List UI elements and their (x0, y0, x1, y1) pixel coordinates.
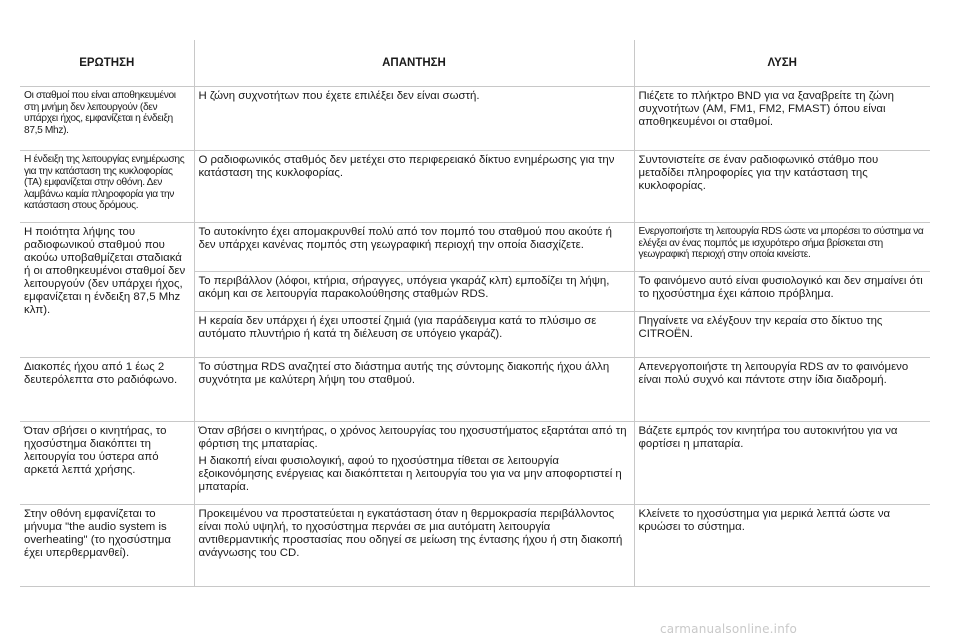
answer-cell (194, 312, 634, 358)
header-answer: ΑΠΑΝΤΗΣΗ (194, 40, 634, 87)
solution-cell (634, 272, 930, 312)
solution-cell (634, 422, 930, 505)
answer-text: Το αυτοκίνητο έχει απομακρυνθεί πολύ από τον πομπό του σταθμού που ακούτε ή δεν υπάρχει κανένας πομπός στη γεωγραφική περιοχή την οποία διασχίζετε. (198, 226, 613, 251)
solution-cell (634, 505, 930, 587)
answer-text: Η κεραία δεν υπάρχει ή έχει υποστεί ζημιά (για παράδειγμα κατά το πλύσιμο σε αυτόματο πλυντήριο ή κατά τη διέλευση σε υπόγειο γκαράζ). (198, 315, 597, 340)
solution-text: Συντονιστείτε σε έναν ραδιοφωνικό στάθμο που μεταδίδει πληροφορίες για την κατάσταση της κυκλοφορίας. (638, 154, 879, 192)
table-row (20, 422, 930, 505)
solution-text: Ενεργοποιήστε τη λειτουργία RDS ώστε να μπορέσει το σύστημα να ελέγξει αν ένας πομπός με ισχυρότερο σήμα βρίσκεται στη γεωγραφική περιοχή στην οποία κινείστε. (638, 226, 924, 261)
question-cell: Στην οθόνη εμφανίζεται το μήνυμα "the audio system is overheating" (το ηχοσύστημα έχει υπερθερμανθεί). (20, 505, 194, 587)
faq-table (20, 40, 930, 587)
header-question: ΕΡΩΤΗΣΗ (20, 40, 194, 87)
answer-text: Ο ραδιοφωνικός σταθμός δεν μετέχει στο περιφερειακό δίκτυο ενημέρωσης για την κατάσταση της κυκλοφορίας. (198, 154, 615, 179)
question-cell: Όταν σβήσει ο κινητήρας, το ηχοσύστημα διακόπτει τη λειτουργία του ύστερα από αρκετά λεπτά χρήσης. (20, 422, 194, 505)
table-row (20, 358, 930, 422)
answer-text: Το περιβάλλον (λόφοι, κτήρια, σήραγγες, υπόγεια γκαράζ κλπ) εμποδίζει τη λήψη, ακόμη και σε λειτουργία παρακολούθησης σταθμών RDS. (198, 275, 610, 300)
solution-cell (634, 151, 930, 223)
table-row (20, 151, 930, 223)
question-cell: Η ένδειξη της λειτουργίας ενημέρωσης για την κατάσταση της κυκλοφορίας (TA) εμφανίζεται στην οθόνη. Δεν λαμβάνω καμία πληροφορία για την κατάσταση στους δρόμους. (20, 151, 194, 223)
answer-cell (194, 422, 634, 505)
troubleshooting-page (20, 40, 930, 587)
solution-text: Απενεργοποιήστε τη λειτουργία RDS αν το φαινόμενο είναι πολύ συχνό και πάντοτε στην ίδια διαδρομή. (638, 361, 909, 386)
solution-text: Πιέζετε το πλήκτρο BND για να ξαναβρείτε τη ζώνη συχνοτήτων (AM, FM1, FM2, FMAST) όπου είναι αποθηκευμένοι οι σταθμοί. (638, 90, 894, 128)
solution-text: Κλείνετε το ηχοσύστημα για μερικά λεπτά ώστε να κρυώσει το σύστημα. (638, 508, 891, 533)
table-row (20, 505, 930, 587)
solution-cell (634, 87, 930, 151)
answer-cell (194, 505, 634, 587)
watermark: carmanualsonline.info (660, 622, 797, 636)
answer-cell (194, 358, 634, 422)
header-solution: ΛΥΣΗ (634, 40, 930, 87)
answer-cell (194, 272, 634, 312)
solution-text: Το φαινόμενο αυτό είναι φυσιολογικό και δεν σημαίνει ότι το ηχοσύστημα έχει κάποιο πρόβλημα. (638, 275, 923, 300)
solution-text: Πηγαίνετε να ελέγξουν την κεραία στο δίκτυο της CITROËN. (638, 315, 883, 340)
answer-cell (194, 151, 634, 223)
solution-cell (634, 223, 930, 272)
answer-text: Όταν σβήσει ο κινητήρας, ο χρόνος λειτουργίας του ηχοσυστήματος εξαρτάται από τη φόρτιση της μπαταρίας. (198, 425, 627, 450)
table-header-row (20, 40, 930, 87)
answer-text: Το σύστημα RDS αναζητεί στο διάστημα αυτής της σύντομης διακοπής ήχου άλλη συχνότητα με καλύτερη λήψη του σταθμού. (198, 361, 610, 386)
table-row (20, 87, 930, 151)
answer-text: Η ζώνη συχνοτήτων που έχετε επιλέξει δεν είναι σωστή. (198, 90, 480, 102)
answer-cell (194, 87, 634, 151)
answer-text: Προκειμένου να προστατεύεται η εγκατάσταση όταν η θερμοκρασία περιβάλλοντος είναι πολύ υψηλή, το ηχοσύστημα περνάει σε μια αυτόματη λειτουργία αντιθερμαντικής προστασίας που οδηγεί σε μείωση της έντασης ήχου ή στη διακοπή ανάγνωσης του CD. (198, 508, 623, 559)
question-cell: Οι σταθμοί που είναι αποθηκευμένοι στη μνήμη δεν λειτουργούν (δεν υπάρχει ήχος, εμφανίζεται η ένδειξη 87,5 Mhz). (20, 87, 194, 151)
answer-cell (194, 223, 634, 272)
table-row (20, 223, 930, 272)
solution-cell (634, 358, 930, 422)
question-cell: Η ποιότητα λήψης του ραδιοφωνικού σταθμού που ακούω υποβαθμίζεται σταδιακά ή οι αποθηκευμένοι σταθμοί δεν λειτουργούν (δεν υπάρχει ήχος, εμφανίζεται η ένδειξη 87,5 Mhz κλπ). (20, 223, 194, 358)
answer-text: Η διακοπή είναι φυσιολογική, αφού το ηχοσύστημα τίθεται σε λειτουργία εξοικονόμησης ενέργειας και διακόπτεται η λειτουργία του για να μην αποφορτιστεί η μπαταρία. (198, 455, 622, 493)
solution-text: Βάζετε εμπρός τον κινητήρα του αυτοκινήτου για να φορτίσει η μπαταρία. (638, 425, 898, 450)
solution-cell (634, 312, 930, 358)
question-cell: Διακοπές ήχου από 1 έως 2 δευτερόλεπτα στο ραδιόφωνο. (20, 358, 194, 422)
